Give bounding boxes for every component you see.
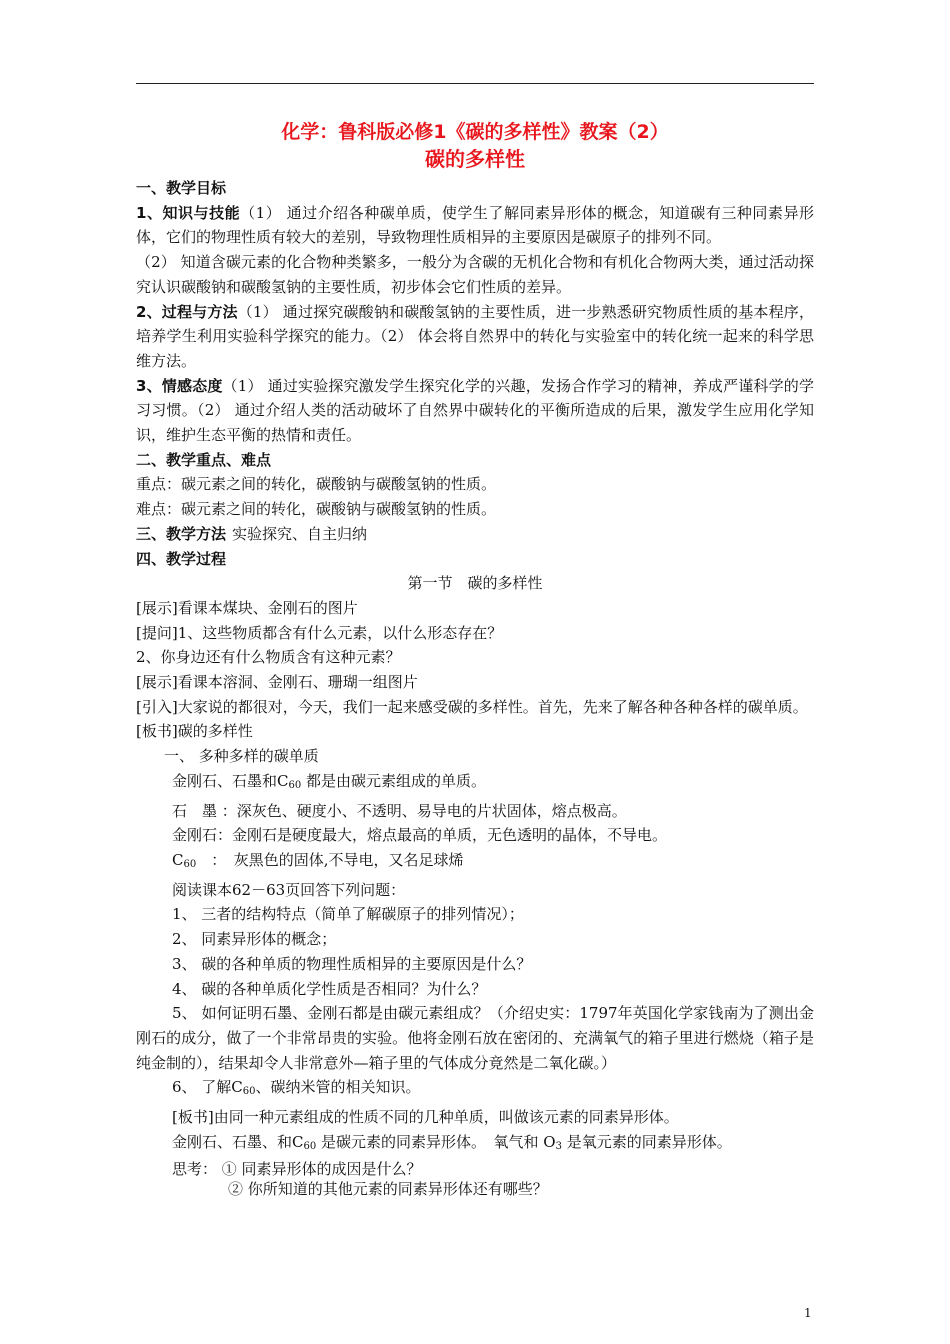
think-question: ② 你所知道的其他元素的同素异形体还有哪些？ — [228, 1180, 548, 1199]
paragraph — [136, 374, 814, 448]
objective-text: （1） 通过实验探究激发学生探究化学的兴趣，发扬合作学习的精神，养成严谨科学的学习习惯。（2） 通过介绍人类的活动破坏了自然界中碳转化的平衡所造成的后果，激发学生应用化学知识，维护生态平衡的热情和责任。 — [136, 376, 814, 445]
paragraph: [板书]由同一种元素组成的性质不同的几种单质，叫做该元素的同素异形体。 — [172, 1108, 679, 1127]
paragraph: 阅读课本62－63页回答下列问题： — [172, 880, 406, 899]
question-item — [136, 1075, 814, 1105]
paragraph: [板书]碳的多样性 — [136, 722, 253, 741]
section-heading: 二、教学重点、难点 — [136, 450, 272, 469]
key-point: 重点：碳元素之间的转化，碳酸钠与碳酸氢钠的性质。 — [136, 475, 497, 494]
objective-heading: 2、过程与方法 — [136, 302, 238, 321]
text-run: 金刚石、石墨和C — [172, 771, 289, 790]
diamond-description: 金刚石：金刚石是硬度最大，熔点最高的单质，无色透明的晶体，不导电。 — [172, 826, 668, 845]
question-item: 1、 三者的结构特点（简单了解碳原子的排列情况）； — [172, 905, 524, 924]
objective-heading: 3、情感态度 — [136, 376, 223, 395]
document-body — [136, 176, 814, 1199]
text-run: 金刚石、石墨、和C — [172, 1132, 304, 1151]
subscript: 3 — [555, 1140, 562, 1152]
text-run: ： 灰黑色的固体,不导电，又名足球烯 — [196, 850, 464, 869]
paragraph: 2、你身边还有什么物质含有这种元素？ — [136, 648, 401, 667]
graphite-description: 石 墨 ：深灰色、硬度小、不透明、易导电的片状固体，熔点极高。 — [172, 801, 627, 820]
difficult-point: 难点：碳元素之间的转化，碳酸钠与碳酸氢钠的性质。 — [136, 500, 497, 519]
sub-heading: 一、 多种多样的碳单质 — [164, 747, 319, 766]
subscript: 60 — [303, 1140, 317, 1152]
subscript: 60 — [183, 858, 197, 870]
paragraph — [136, 201, 814, 250]
subscript: 60 — [288, 779, 302, 791]
paragraph: [展示]看课本溶洞、金刚石、珊瑚一组图片 — [136, 673, 418, 692]
paragraph: [提问]1、这些物质都含有什么元素，以什么形态存在？ — [136, 623, 503, 642]
question-item: 5、 如何证明石墨、金刚石都是由碳元素组成？（介绍史实：1797年英国化学家钱南为了测出金刚石的成分，做了一个非常昂贵的实验。他将金刚石放在密闭的、充满氧气的箱子里进行燃烧（箱子是纯金制的），结果却令人非常意外—箱子里的气体成分竟然是二氧化碳。） — [136, 1004, 814, 1072]
paragraph — [136, 522, 814, 547]
text-run: 是氧元素的同素异形体。 — [561, 1132, 732, 1151]
text-run: 、碳纳米管的相关知识。 — [255, 1078, 421, 1097]
paragraph — [136, 1130, 814, 1160]
paragraph — [136, 769, 814, 799]
think-question: 思考： ① 同素异形体的成因是什么？ — [172, 1160, 422, 1179]
paragraph: （2） 知道含碳元素的化合物种类繁多，一般分为含碳的无机化合物和有机化合物两大类，通过活动探究认识碳酸钠和碳酸氢钠的主要性质，初步体会它们性质的差异。 — [136, 253, 814, 296]
subscript: 60 — [242, 1086, 256, 1098]
document-title: 化学：鲁科版必修1《碳的多样性》教案（2） — [281, 121, 669, 143]
section-heading: 四、教学过程 — [136, 549, 227, 568]
objective-heading: 1、知识与技能 — [136, 203, 241, 222]
objective-text: （1） 通过介绍各种碳单质，使学生了解同素异形体的概念，知道碳有三种同素异形体，它们的物理性质有较大的差别，导致物理性质相异的主要原因是碳原子的排列不同。 — [136, 203, 814, 247]
method-text: 实验探究、自主归纳 — [232, 524, 368, 543]
text-run: 6、 了解C — [172, 1078, 243, 1097]
paragraph: [引入]大家说的都很对，今天，我们一起来感受碳的多样性。首先，先来了解各种各种各样的碳单质。 — [136, 697, 808, 716]
section-heading: 三、教学方法 — [136, 524, 227, 543]
objective-text: （1） 通过探究碳酸钠和碳酸氢钠的主要性质，进一步熟悉研究物质性质的基本程序，培养学生利用实验科学探究的能力。（2） 体会将自然界中的转化与实验室中的转化统一起来的科学思维方法。 — [136, 302, 814, 370]
question-item: 4、 碳的各种单质化学性质是否相同？为什么？ — [172, 979, 487, 998]
section-heading: 一、教学目标 — [136, 179, 227, 197]
c60-description — [136, 848, 814, 878]
page-number: 1 — [804, 1306, 812, 1320]
paragraph — [136, 300, 814, 374]
question-item: 2、 同素异形体的概念； — [172, 930, 337, 949]
text-run: C — [172, 850, 184, 869]
paragraph: [展示]看课本煤块、金刚石的图片 — [136, 598, 358, 617]
question-item: 3、 碳的各种单质的物理性质相异的主要原因是什么？ — [172, 954, 532, 973]
text-run: 都是由碳元素组成的单质。 — [301, 771, 486, 790]
document-subtitle: 碳的多样性 — [425, 147, 525, 171]
header-rule — [136, 83, 814, 84]
text-run: 是碳元素的同素异形体。 氧气和 O — [316, 1132, 556, 1151]
lesson-title: 第一节 碳的多样性 — [407, 574, 543, 593]
